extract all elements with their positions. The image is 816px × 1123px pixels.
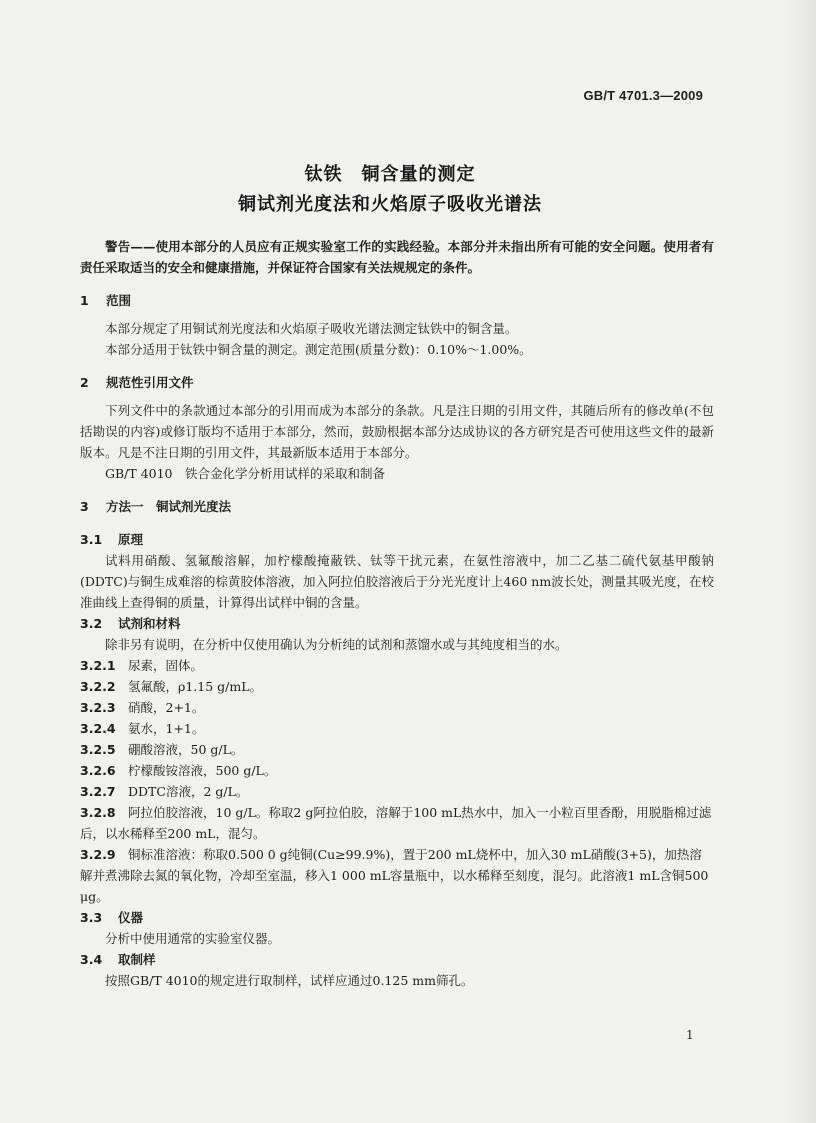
- subsection-title: 取制样: [118, 952, 156, 967]
- list-item: [80, 844, 714, 907]
- item-text: 硝酸，2+1。: [128, 700, 205, 715]
- subsection-number: 3.1: [80, 532, 103, 547]
- item-text: 铜标准溶液：称取0.500 0 g纯铜(Cu≥99.9%)，置于200 mL烧杯中，加入30 mL硝酸(3+5)，加热溶解并煮沸除去氮的氧化物，冷却至室温，移入1 000 mL容量瓶中，以水稀释至刻度，混匀。此溶液1 mL含铜500 μg。: [80, 847, 709, 904]
- section-heading-2: [80, 372, 714, 393]
- paragraph: 除非另有说明，在分析中仅使用确认为分析纯的试剂和蒸馏水或与其纯度相当的水。: [105, 637, 568, 652]
- item-number: 3.2.6: [80, 763, 116, 778]
- item-number: 3.2.4: [80, 721, 116, 736]
- paragraph: 本部分适用于钛铁中铜含量的测定。测定范围(质量分数)：0.10%～1.00%。: [105, 342, 532, 357]
- item-text: 柠檬酸铵溶液，500 g/L。: [128, 763, 277, 778]
- subsection-title: 试剂和材料: [118, 616, 181, 631]
- subsection-heading-3-1: [80, 529, 714, 550]
- subsection-heading-3-2: [80, 613, 714, 634]
- warning-paragraph: 警告——使用本部分的人员应有正规实验室工作的实践经验。本部分并未指出所有可能的安全问题。使用者有责任采取适当的安全和健康措施，并保证符合国家有关法规规定的条件。: [80, 239, 714, 275]
- page-number: 1: [686, 1028, 694, 1042]
- standard-code: GB/T 4701.3—2009: [583, 88, 703, 103]
- paragraph: 下列文件中的条款通过本部分的引用而成为本部分的条款。凡是注日期的引用文件，其随后所有的修改单(不包括勘误的内容)或修订版均不适用于本部分，然而，鼓励根据本部分达成协议的各方研究是否可使用这些文件的最新版本。凡是不注日期的引用文件，其最新版本适用于本部分。: [80, 403, 714, 460]
- item-text: 尿素，固体。: [128, 658, 204, 673]
- subsection-number: 3.3: [80, 910, 103, 925]
- item-number: 3.2.1: [80, 658, 116, 673]
- list-item: [80, 655, 714, 676]
- document-title-line2: 铜试剂光度法和火焰原子吸收光谱法: [238, 194, 542, 215]
- subsection-heading-3-4: [80, 949, 714, 970]
- item-number: 3.2.7: [80, 784, 116, 799]
- subsection-title: 仪器: [118, 910, 144, 925]
- scan-edge-shadow: [786, 0, 816, 1123]
- list-item: [80, 802, 714, 844]
- list-item: [80, 697, 714, 718]
- document-body: [80, 236, 714, 991]
- item-text: 氨水，1+1。: [128, 721, 205, 736]
- list-item: [80, 676, 714, 697]
- item-number: 3.2.8: [80, 805, 116, 820]
- item-text: 硼酸溶液，50 g/L。: [128, 742, 244, 757]
- section-number: 2: [80, 375, 89, 390]
- section-heading-3: [80, 496, 714, 517]
- list-item: [80, 760, 714, 781]
- list-item: [80, 718, 714, 739]
- document-title-line1: 钛铁 铜含量的测定: [304, 164, 476, 185]
- section-title: 规范性引用文件: [106, 375, 194, 390]
- subsection-heading-3-3: [80, 907, 714, 928]
- section-number: 1: [80, 293, 89, 308]
- item-text: 氢氟酸，ρ1.15 g/mL。: [128, 679, 263, 694]
- subsection-number: 3.4: [80, 952, 103, 967]
- item-text: DDTC溶液，2 g/L。: [128, 784, 249, 799]
- item-number: 3.2.2: [80, 679, 116, 694]
- item-text: 阿拉伯胶溶液，10 g/L。称取2 g阿拉伯胶，溶解于100 mL热水中，加入一小粒百里香酚，用脱脂棉过滤后，以水稀释至200 mL，混匀。: [80, 805, 712, 841]
- section-title: 范围: [106, 293, 132, 308]
- reference-entry: GB/T 4010 铁合金化学分析用试样的采取和制备: [105, 466, 386, 481]
- section-number: 3: [80, 499, 89, 514]
- paragraph: 按照GB/T 4010的规定进行取制样，试样应通过0.125 mm筛孔。: [105, 973, 474, 988]
- subsection-title: 原理: [118, 532, 144, 547]
- paragraph: 本部分规定了用铜试剂光度法和火焰原子吸收光谱法测定钛铁中的铜含量。: [105, 321, 518, 336]
- section-title: 方法一 铜试剂光度法: [106, 499, 232, 514]
- section-heading-1: [80, 290, 714, 311]
- subsection-number: 3.2: [80, 616, 103, 631]
- paragraph: 试料用硝酸、氢氟酸溶解，加柠檬酸掩蔽铁、钛等干扰元素，在氨性溶液中，加二乙基二硫代氨基甲酸钠(DDTC)与铜生成难溶的棕黄胶体溶液，加入阿拉伯胶溶液后于分光光度计上460 nm波长处，测量其吸光度，在校准曲线上查得铜的质量，计算得出试样中铜的含量。: [80, 553, 714, 610]
- paragraph: 分析中使用通常的实验室仪器。: [105, 931, 281, 946]
- item-number: 3.2.5: [80, 742, 116, 757]
- list-item: [80, 781, 714, 802]
- list-item: [80, 739, 714, 760]
- item-number: 3.2.9: [80, 847, 116, 862]
- item-number: 3.2.3: [80, 700, 116, 715]
